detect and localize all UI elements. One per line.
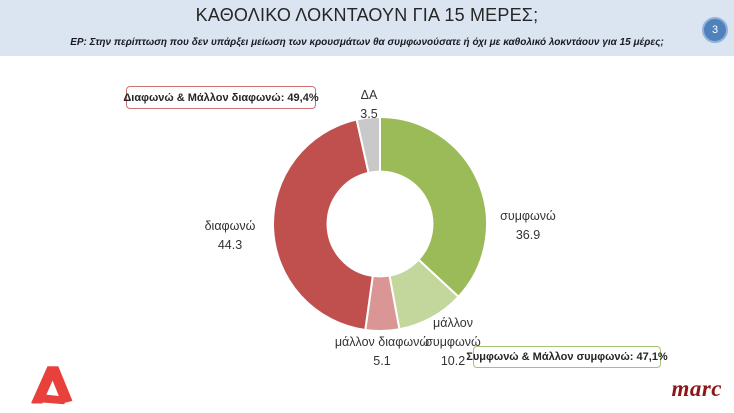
alpha-tv-logo <box>26 361 76 413</box>
agree-total-label: Συμφωνώ & Μάλλον συμφωνώ: 47,1% <box>466 351 668 363</box>
alpha-logo-icon <box>26 361 76 408</box>
slice-label-da-text: ΔΑ <box>360 88 378 102</box>
donut-chart-container <box>270 114 490 334</box>
page-title: ΚΑΘΟΛΙΚΟ ΛΟΚΝΤΑΟΥΝ ΓΙΑ 15 ΜΕΡΕΣ; <box>195 5 539 25</box>
slice-label-rather-disagree-value: 5.1 <box>373 354 391 368</box>
slice-label-da <box>339 86 399 124</box>
slice-label-agree-value: 36.9 <box>515 228 541 242</box>
donut-chart <box>270 114 490 334</box>
marc-logo: marc <box>671 376 722 401</box>
slice-label-agree <box>488 207 568 245</box>
slice-label-disagree-value: 44.3 <box>217 238 243 252</box>
slice-label-da-value: 3.5 <box>360 107 378 121</box>
slice-label-rather-agree-text: μάλλον συμφωνώ <box>425 316 481 349</box>
slice-label-agree-text: συμφωνώ <box>500 209 556 223</box>
header-bar <box>0 0 734 56</box>
page-number: 3 <box>711 24 719 36</box>
slice-label-disagree-text: διαφωνώ <box>204 219 256 233</box>
disagree-total-label: Διαφωνώ & Μάλλον διαφωνώ: 49,4% <box>123 91 319 104</box>
donut-slice-4 <box>273 120 373 330</box>
page-number-badge <box>702 17 728 43</box>
agree-total-callout <box>466 346 668 368</box>
question-subtitle: ΕΡ: Στην περίπτωση που δεν υπάρξει μείωση των κρουσμάτων θα συμφωνούσατε ή όχι με καθολικό λοκντάουν για 15 μέρες; <box>70 37 664 48</box>
slice-label-disagree <box>190 217 270 255</box>
slice-label-rather-disagree <box>317 333 447 371</box>
slice-label-rather-disagree-text: μάλλον διαφωνώ <box>334 335 430 349</box>
donut-slice-1 <box>380 117 487 297</box>
slice-label-rather-agree-value: 10.2 <box>440 354 466 368</box>
disagree-total-callout <box>123 86 319 109</box>
